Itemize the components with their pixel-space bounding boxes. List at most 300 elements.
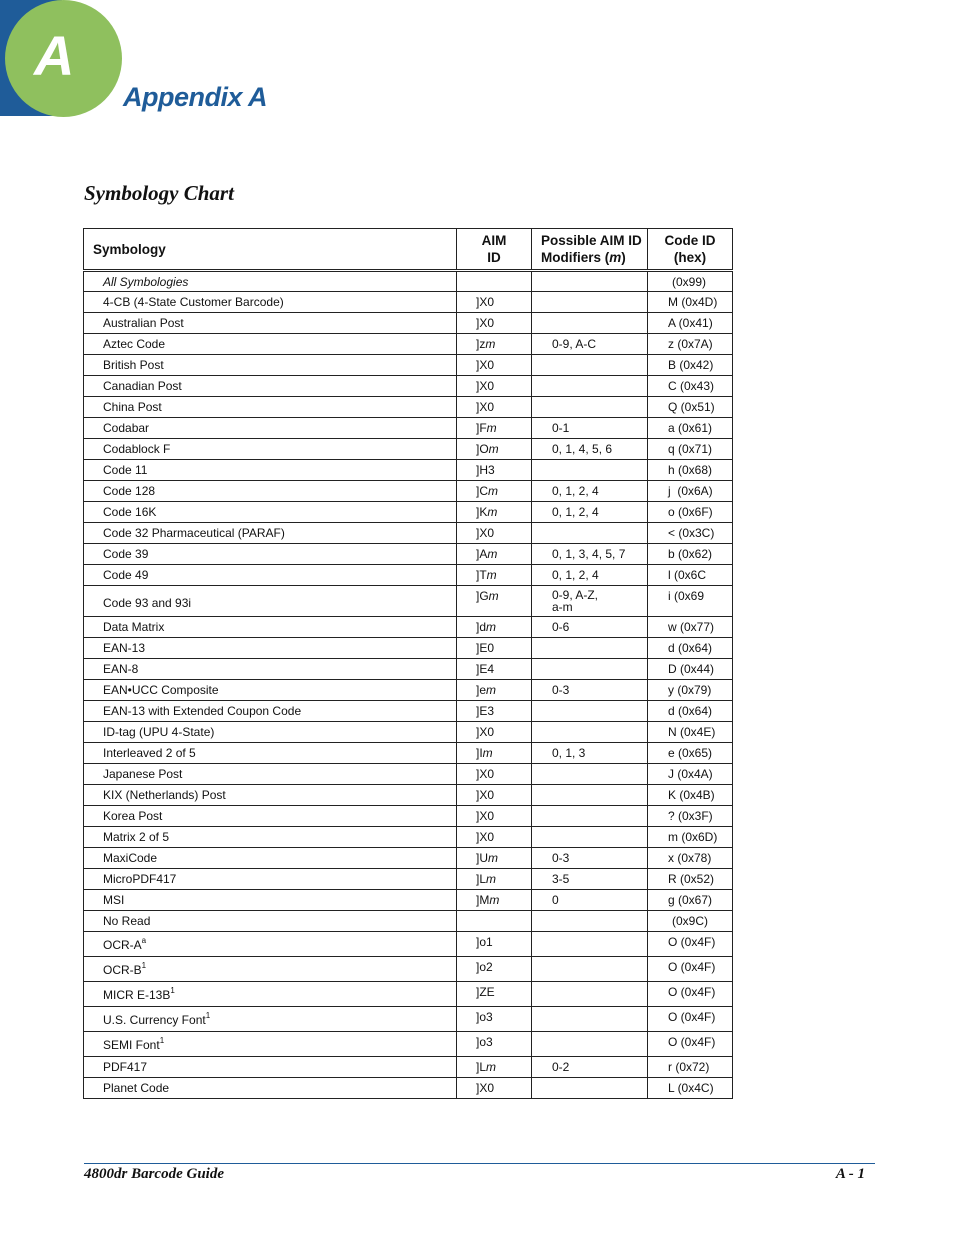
- code-id-value: O (0x4F): [668, 960, 716, 974]
- cell-code-id: [648, 932, 733, 957]
- cell-aim-id: [457, 292, 532, 313]
- cell-aim-id: [457, 502, 532, 523]
- aim-id-prefix: ]U: [476, 851, 488, 865]
- table-row: [84, 890, 733, 911]
- cell-modifiers: [532, 334, 648, 355]
- code-id-value: a (0x61): [668, 421, 713, 435]
- symbology-name: MSI: [103, 893, 125, 907]
- aim-id-prefix: ]O: [476, 442, 489, 456]
- symbology-name: Codablock F: [103, 442, 171, 456]
- cell-code-id: [648, 523, 733, 544]
- cell-aim-id: [457, 460, 532, 481]
- cell-code-id: [648, 957, 733, 982]
- code-id-value: M (0x4D): [668, 295, 718, 309]
- cell-aim-id: [457, 806, 532, 827]
- aim-id-prefix: ]X0: [476, 725, 495, 739]
- footnote-marker: 1: [170, 986, 175, 995]
- cell-symbology: [84, 1078, 457, 1099]
- cell-code-id: [648, 502, 733, 523]
- symbology-name: 4-CB (4-State Customer Barcode): [103, 295, 284, 309]
- cell-aim-id: [457, 659, 532, 680]
- cell-modifiers: [532, 701, 648, 722]
- symbology-name: Data Matrix: [103, 620, 165, 634]
- aim-id-prefix: ]ZE: [476, 985, 495, 999]
- cell-symbology: [84, 806, 457, 827]
- cell-modifiers: [532, 376, 648, 397]
- symbology-name: Code 39: [103, 547, 149, 561]
- cell-aim-id: [457, 1057, 532, 1078]
- cell-symbology: [84, 617, 457, 638]
- table-row: [84, 957, 733, 982]
- cell-aim-id: [457, 565, 532, 586]
- cell-symbology: [84, 418, 457, 439]
- aim-id-prefix: ]K: [476, 505, 488, 519]
- code-id-value: (0x9C): [672, 914, 709, 928]
- cell-modifiers: [532, 806, 648, 827]
- aim-id-modifier-var: m: [485, 337, 496, 351]
- aim-id-prefix: ]A: [476, 547, 488, 561]
- cell-modifiers: [532, 869, 648, 890]
- code-id-value: x (0x78): [668, 851, 712, 865]
- aim-id-prefix: ]X0: [476, 295, 495, 309]
- symbology-name: Code 93 and 93i: [103, 595, 192, 610]
- symbology-name: KIX (Netherlands) Post: [103, 788, 226, 802]
- cell-code-id: [648, 481, 733, 502]
- code-id-value: R (0x52): [668, 872, 715, 886]
- symbology-name: SEMI Font: [103, 1038, 160, 1052]
- code-id-value: d (0x64): [668, 641, 713, 655]
- table-row: [84, 544, 733, 565]
- symbology-name: China Post: [103, 400, 162, 414]
- cell-aim-id: [457, 418, 532, 439]
- table-row: [84, 565, 733, 586]
- cell-code-id: [648, 460, 733, 481]
- cell-modifiers: [532, 565, 648, 586]
- cell-code-id: [648, 617, 733, 638]
- cell-code-id: [648, 271, 733, 292]
- cell-aim-id: [457, 334, 532, 355]
- symbology-name: OCR-A: [103, 938, 142, 952]
- code-id-value: l (0x6C: [668, 568, 707, 582]
- modifiers-value: 0, 1, 3: [552, 746, 586, 760]
- cell-modifiers: [532, 460, 648, 481]
- table-row: [84, 638, 733, 659]
- cell-code-id: [648, 1057, 733, 1078]
- code-id-value: o (0x6F): [668, 505, 713, 519]
- symbology-name: Code 128: [103, 484, 156, 498]
- aim-id-prefix: ]H3: [476, 463, 495, 477]
- cell-modifiers: [532, 1032, 648, 1057]
- modifiers-value-line2: a-m: [552, 600, 573, 614]
- cell-code-id: [648, 586, 733, 617]
- cell-code-id: [648, 638, 733, 659]
- aim-id-modifier-var: m: [489, 893, 500, 907]
- cell-symbology: [84, 638, 457, 659]
- symbology-name: MaxiCode: [103, 851, 158, 865]
- modifiers-value: 0, 1, 3, 4, 5, 7: [552, 547, 626, 561]
- table-row: [84, 1078, 733, 1099]
- cell-aim-id: [457, 932, 532, 957]
- table-row: [84, 827, 733, 848]
- cell-code-id: [648, 743, 733, 764]
- cell-code-id: [648, 439, 733, 460]
- cell-aim-id: [457, 397, 532, 418]
- symbology-name: No Read: [103, 914, 151, 928]
- header-modifiers-line1: Possible AIM ID: [541, 233, 642, 248]
- table-row: [84, 355, 733, 376]
- cell-code-id: [648, 418, 733, 439]
- symbology-name: Code 11: [103, 463, 148, 477]
- cell-symbology: [84, 460, 457, 481]
- code-id-value: h (0x68): [668, 463, 713, 477]
- cell-modifiers: [532, 890, 648, 911]
- cell-aim-id: [457, 743, 532, 764]
- table-row: [84, 586, 733, 617]
- aim-id-modifier-var: m: [486, 683, 497, 697]
- modifiers-value: 0-9, A-C: [552, 337, 597, 351]
- table-row: [84, 617, 733, 638]
- table-row: [84, 911, 733, 932]
- cell-symbology: [84, 848, 457, 869]
- cell-symbology: [84, 544, 457, 565]
- cell-code-id: [648, 806, 733, 827]
- cell-code-id: [648, 869, 733, 890]
- table-row: [84, 460, 733, 481]
- table-row: [84, 334, 733, 355]
- aim-id-modifier-var: m: [486, 421, 497, 435]
- symbology-name: MICR E-13B: [103, 988, 171, 1002]
- cell-aim-id: [457, 848, 532, 869]
- cell-code-id: [648, 827, 733, 848]
- code-id-value: j (0x6A): [668, 484, 713, 498]
- modifiers-value: 0-1: [552, 421, 570, 435]
- aim-id-modifier-var: m: [488, 442, 499, 456]
- code-id-value: O (0x4F): [668, 1010, 716, 1024]
- table-row: [84, 271, 733, 292]
- header-code-id-line1: Code ID: [664, 233, 716, 248]
- table-row: [84, 932, 733, 957]
- cell-code-id: [648, 701, 733, 722]
- modifiers-value: 0-9, A-Z,: [552, 588, 599, 602]
- cell-aim-id: [457, 586, 532, 617]
- cell-aim-id: [457, 827, 532, 848]
- aim-id-prefix: ]X0: [476, 379, 495, 393]
- table-row: [84, 982, 733, 1007]
- aim-id-prefix: ]E3: [476, 704, 495, 718]
- cell-modifiers: [532, 544, 648, 565]
- cell-symbology: [84, 355, 457, 376]
- cell-modifiers: [532, 848, 648, 869]
- symbology-name: EAN•UCC Composite: [103, 683, 219, 697]
- cell-symbology: [84, 586, 457, 617]
- aim-id-modifier-var: m: [488, 484, 498, 498]
- cell-modifiers: [532, 680, 648, 701]
- cell-modifiers: [532, 313, 648, 334]
- cell-aim-id: [457, 355, 532, 376]
- code-id-value: L (0x4C): [668, 1081, 714, 1095]
- symbology-name: Planet Code: [103, 1081, 170, 1095]
- cell-aim-id: [457, 1032, 532, 1057]
- table-row: [84, 1007, 733, 1032]
- code-id-value: z (0x7A): [668, 337, 713, 351]
- table-row: [84, 680, 733, 701]
- table-row: [84, 869, 733, 890]
- cell-modifiers: [532, 1007, 648, 1032]
- cell-aim-id: [457, 957, 532, 982]
- code-id-value: O (0x4F): [668, 1035, 716, 1049]
- cell-symbology: [84, 376, 457, 397]
- code-id-value: K (0x4B): [668, 788, 715, 802]
- aim-id-prefix: ]X0: [476, 526, 495, 540]
- footnote-marker: 1: [205, 1011, 211, 1020]
- cell-modifiers: [532, 827, 648, 848]
- footer-rule: [84, 1163, 875, 1164]
- aim-id-prefix: ]X0: [476, 767, 495, 781]
- symbology-name: Code 32 Pharmaceutical (PARAF): [103, 526, 285, 540]
- cell-code-id: [648, 722, 733, 743]
- footnote-marker: a: [141, 936, 147, 945]
- cell-symbology: [84, 982, 457, 1007]
- table-row: [84, 785, 733, 806]
- cell-modifiers: [532, 502, 648, 523]
- cell-aim-id: [457, 313, 532, 334]
- aim-id-prefix: ]C: [476, 484, 488, 498]
- header-aim-id-line1: AIM: [481, 233, 507, 248]
- modifiers-value: 0, 1, 2, 4: [552, 505, 599, 519]
- cell-modifiers: [532, 523, 648, 544]
- cell-code-id: [648, 764, 733, 785]
- cell-symbology: [84, 764, 457, 785]
- cell-modifiers: [532, 982, 648, 1007]
- chapter-title: Appendix A: [123, 82, 268, 112]
- cell-symbology: [84, 743, 457, 764]
- aim-id-prefix: ]I: [476, 746, 483, 760]
- cell-modifiers: [532, 785, 648, 806]
- aim-id-prefix: ]L: [476, 1060, 487, 1074]
- cell-code-id: [648, 1078, 733, 1099]
- symbology-name: EAN-13: [103, 641, 146, 655]
- table-row: [84, 292, 733, 313]
- cell-symbology: [84, 397, 457, 418]
- cell-symbology: [84, 722, 457, 743]
- modifiers-value: 0-3: [552, 683, 570, 697]
- symbology-table-wrapper: [83, 228, 732, 1099]
- aim-id-modifier-var: m: [488, 589, 499, 603]
- cell-symbology: [84, 439, 457, 460]
- cell-symbology: [84, 680, 457, 701]
- code-id-value: e (0x65): [668, 746, 713, 760]
- code-id-value: y (0x79): [668, 683, 712, 697]
- code-id-value: N (0x4E): [668, 725, 716, 739]
- cell-aim-id: [457, 544, 532, 565]
- table-row: [84, 764, 733, 785]
- cell-code-id: [648, 659, 733, 680]
- aim-id-modifier-var: m: [487, 505, 498, 519]
- table-row: [84, 722, 733, 743]
- footnote-marker: 1: [141, 961, 147, 970]
- code-id-value: O (0x4F): [668, 935, 716, 949]
- cell-code-id: [648, 982, 733, 1007]
- cell-modifiers: [532, 1057, 648, 1078]
- symbology-name: ID-tag (UPU 4-State): [103, 725, 215, 739]
- cell-modifiers: [532, 743, 648, 764]
- cell-modifiers: [532, 638, 648, 659]
- aim-id-prefix: ]X0: [476, 809, 495, 823]
- footnote-marker: 1: [159, 1036, 165, 1045]
- aim-id-prefix: ]o2: [476, 960, 493, 974]
- code-id-value: J (0x4A): [668, 767, 713, 781]
- cell-code-id: [648, 890, 733, 911]
- cell-code-id: [648, 313, 733, 334]
- modifiers-value: 0-2: [552, 1060, 570, 1074]
- aim-id-prefix: ]X0: [476, 830, 495, 844]
- cell-symbology: [84, 890, 457, 911]
- cell-code-id: [648, 785, 733, 806]
- modifiers-value: 0: [552, 893, 559, 907]
- aim-id-modifier-var: m: [487, 547, 498, 561]
- aim-id-modifier-var: m: [486, 1060, 497, 1074]
- cell-modifiers: [532, 764, 648, 785]
- table-row: [84, 806, 733, 827]
- aim-id-prefix: ]F: [476, 421, 487, 435]
- header-modifiers-line2-suffix: ): [621, 250, 626, 265]
- cell-aim-id: [457, 764, 532, 785]
- cell-code-id: [648, 292, 733, 313]
- table-header-row: [84, 229, 733, 271]
- cell-symbology: [84, 313, 457, 334]
- header-aim-id-line2: ID: [487, 250, 501, 265]
- cell-symbology: [84, 334, 457, 355]
- cell-symbology: [84, 502, 457, 523]
- modifiers-value: 0, 1, 4, 5, 6: [552, 442, 613, 456]
- cell-symbology: [84, 911, 457, 932]
- symbology-name: British Post: [103, 358, 164, 372]
- cell-code-id: [648, 680, 733, 701]
- table-row: [84, 439, 733, 460]
- cell-symbology: [84, 1032, 457, 1057]
- cell-aim-id: [457, 439, 532, 460]
- cell-modifiers: [532, 932, 648, 957]
- cell-aim-id: [457, 869, 532, 890]
- table-row: [84, 397, 733, 418]
- cell-aim-id: [457, 523, 532, 544]
- symbology-name: MicroPDF417: [103, 872, 177, 886]
- code-id-value: O (0x4F): [668, 985, 716, 999]
- table-body: [84, 271, 733, 1099]
- code-id-value: (0x99): [672, 275, 707, 289]
- cell-symbology: [84, 701, 457, 722]
- aim-id-prefix: ]d: [476, 620, 487, 634]
- table-row: [84, 313, 733, 334]
- aim-id-prefix: ]o3: [476, 1035, 493, 1049]
- cell-symbology: [84, 827, 457, 848]
- cell-code-id: [648, 1007, 733, 1032]
- modifiers-value: 0-6: [552, 620, 570, 634]
- aim-id-prefix: ]L: [476, 872, 487, 886]
- symbology-table: [83, 228, 733, 1099]
- cell-aim-id: [457, 481, 532, 502]
- code-id-value: m (0x6D): [668, 830, 718, 844]
- cell-symbology: [84, 292, 457, 313]
- modifiers-value: 3-5: [552, 872, 570, 886]
- table-row: [84, 502, 733, 523]
- code-id-value: Q (0x51): [668, 400, 715, 414]
- cell-aim-id: [457, 271, 532, 292]
- cell-modifiers: [532, 418, 648, 439]
- cell-aim-id: [457, 617, 532, 638]
- cell-aim-id: [457, 982, 532, 1007]
- cell-code-id: [648, 397, 733, 418]
- code-id-value: b (0x62): [668, 547, 713, 561]
- cell-aim-id: [457, 785, 532, 806]
- table-row: [84, 701, 733, 722]
- aim-id-prefix: ]E0: [476, 641, 495, 655]
- symbology-name: Code 49: [103, 568, 149, 582]
- header-modifiers-var: m: [609, 250, 622, 265]
- cell-code-id: [648, 848, 733, 869]
- symbology-name: Interleaved 2 of 5: [103, 746, 196, 760]
- code-id-value: ? (0x3F): [668, 809, 713, 823]
- cell-symbology: [84, 481, 457, 502]
- aim-id-prefix: ]X0: [476, 1081, 495, 1095]
- cell-symbology: [84, 1057, 457, 1078]
- cell-aim-id: [457, 701, 532, 722]
- header-aim-id: [457, 229, 532, 271]
- symbology-name: Australian Post: [103, 316, 184, 330]
- aim-id-prefix: ]M: [476, 893, 490, 907]
- cell-aim-id: [457, 1007, 532, 1032]
- cell-modifiers: [532, 957, 648, 982]
- cell-modifiers: [532, 271, 648, 292]
- aim-id-prefix: ]T: [476, 568, 487, 582]
- aim-id-prefix: ]e: [476, 683, 487, 697]
- footer-title: 4800dr Barcode Guide: [84, 1166, 224, 1182]
- cell-modifiers: [532, 397, 648, 418]
- cell-aim-id: [457, 911, 532, 932]
- header-code-id: [648, 229, 733, 271]
- aim-id-prefix: ]X0: [476, 316, 495, 330]
- cell-aim-id: [457, 376, 532, 397]
- aim-id-prefix: ]X0: [476, 358, 495, 372]
- symbology-name: U.S. Currency Font: [103, 1013, 206, 1027]
- cell-modifiers: [532, 292, 648, 313]
- chapter-letter: A: [34, 24, 75, 87]
- cell-code-id: [648, 334, 733, 355]
- symbology-name: OCR-B: [103, 963, 142, 977]
- aim-id-modifier-var: m: [486, 568, 497, 582]
- code-id-value: B (0x42): [668, 358, 714, 372]
- header-code-id-line2: (hex): [673, 250, 707, 265]
- symbology-name: All Symbologies: [103, 275, 189, 289]
- modifiers-value: 0, 1, 2, 4: [552, 568, 599, 582]
- cell-modifiers: [532, 911, 648, 932]
- symbology-name: Canadian Post: [103, 379, 182, 393]
- cell-modifiers: [532, 617, 648, 638]
- table-row: [84, 659, 733, 680]
- cell-modifiers: [532, 586, 648, 617]
- aim-id-modifier-var: m: [488, 851, 498, 865]
- header-modifiers-line2-prefix: Modifiers (: [541, 250, 610, 265]
- cell-aim-id: [457, 722, 532, 743]
- code-id-value: D (0x44): [668, 662, 715, 676]
- header-modifiers: [532, 229, 648, 271]
- table-row: [84, 743, 733, 764]
- aim-id-prefix: ]E4: [476, 662, 495, 676]
- symbology-name: Aztec Code: [103, 337, 166, 351]
- cell-symbology: [84, 932, 457, 957]
- header-symbology: Symbology: [84, 229, 457, 271]
- table-row: [84, 418, 733, 439]
